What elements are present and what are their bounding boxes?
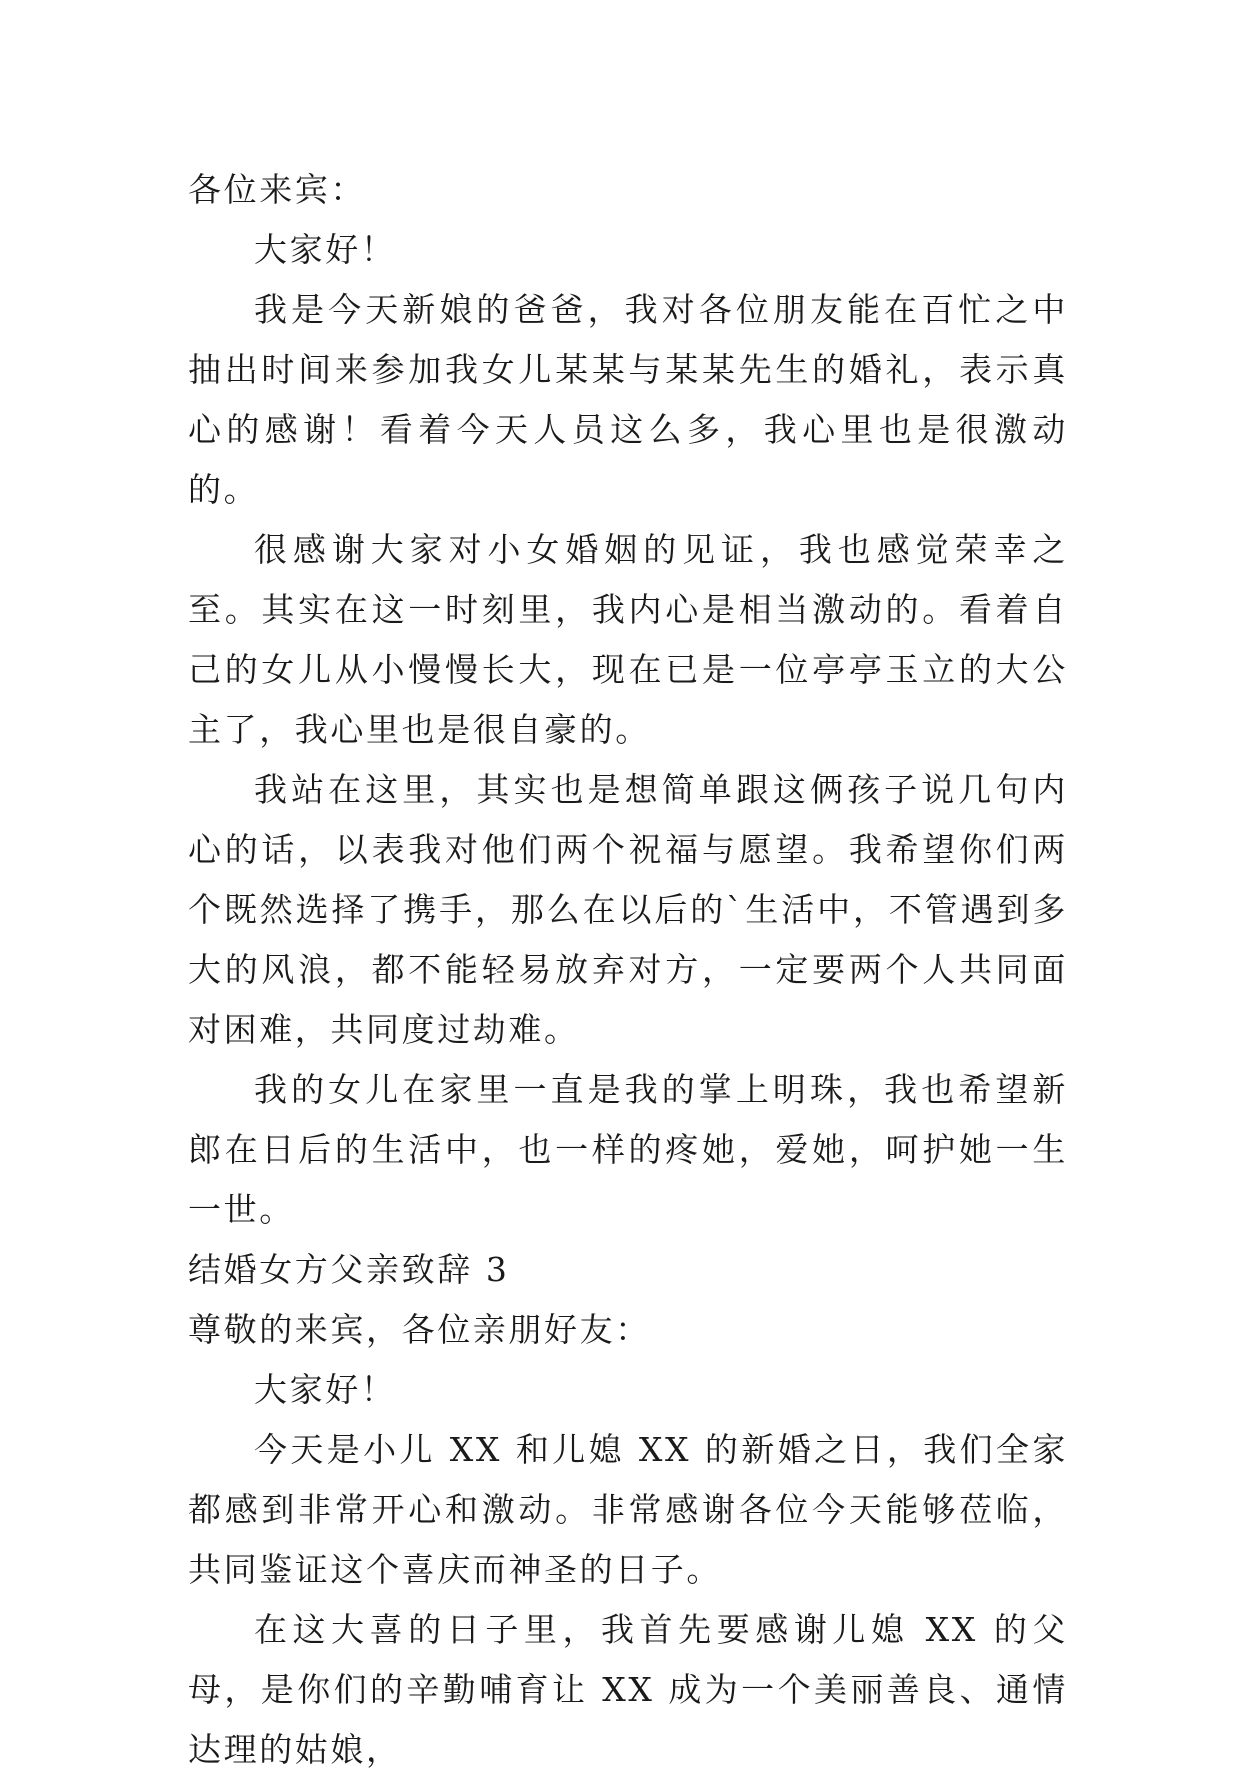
salutation: 尊敬的来宾，各位亲朋好友： bbox=[188, 1310, 651, 1349]
greeting: 大家好！ bbox=[254, 1370, 397, 1409]
paragraph: 很感谢大家对小女婚姻的见证，我也感觉荣幸之至。其实在这一时刻里，我内心是相当激动的。看着自己的女儿从小慢慢长大，现在已是一位亭亭玉立的大公主了，我心里也是很自豪的。 bbox=[188, 530, 1068, 749]
paragraph: 在这大喜的日子里，我首先要感谢儿媳 XX 的父母，是你们的辛勤哺育让 XX 成为一个美丽善良、通情达理的姑娘， bbox=[188, 1610, 1068, 1769]
paragraph: 今天是小儿 XX 和儿媳 XX 的新婚之日，我们全家都感到非常开心和激动。非常感谢各位今天能够莅临，共同鉴证这个喜庆而神圣的日子。 bbox=[188, 1430, 1068, 1589]
paragraph: 我站在这里，其实也是想简单跟这俩孩子说几句内心的话，以表我对他们两个祝福与愿望。我希望你们两个既然选择了携手，那么在以后的`生活中，不管遇到多大的风浪，都不能轻易放弃对方，一定要两个人共同面对困难，共同度过劫难。 bbox=[188, 770, 1068, 1049]
document-body bbox=[188, 160, 1068, 1780]
paragraph: 我是今天新娘的爸爸，我对各位朋友能在百忙之中抽出时间来参加我女儿某某与某某先生的婚礼，表示真心的感谢！看着今天人员这么多，我心里也是很激动的。 bbox=[188, 290, 1068, 509]
paragraph: 我的女儿在家里一直是我的掌上明珠，我也希望新郎在日后的生活中，也一样的疼她，爱她，呵护她一生一世。 bbox=[188, 1070, 1068, 1229]
greeting: 大家好！ bbox=[254, 230, 397, 269]
salutation: 各位来宾： bbox=[188, 170, 366, 209]
section-heading: 结婚女方父亲致辞 3 bbox=[188, 1250, 510, 1289]
